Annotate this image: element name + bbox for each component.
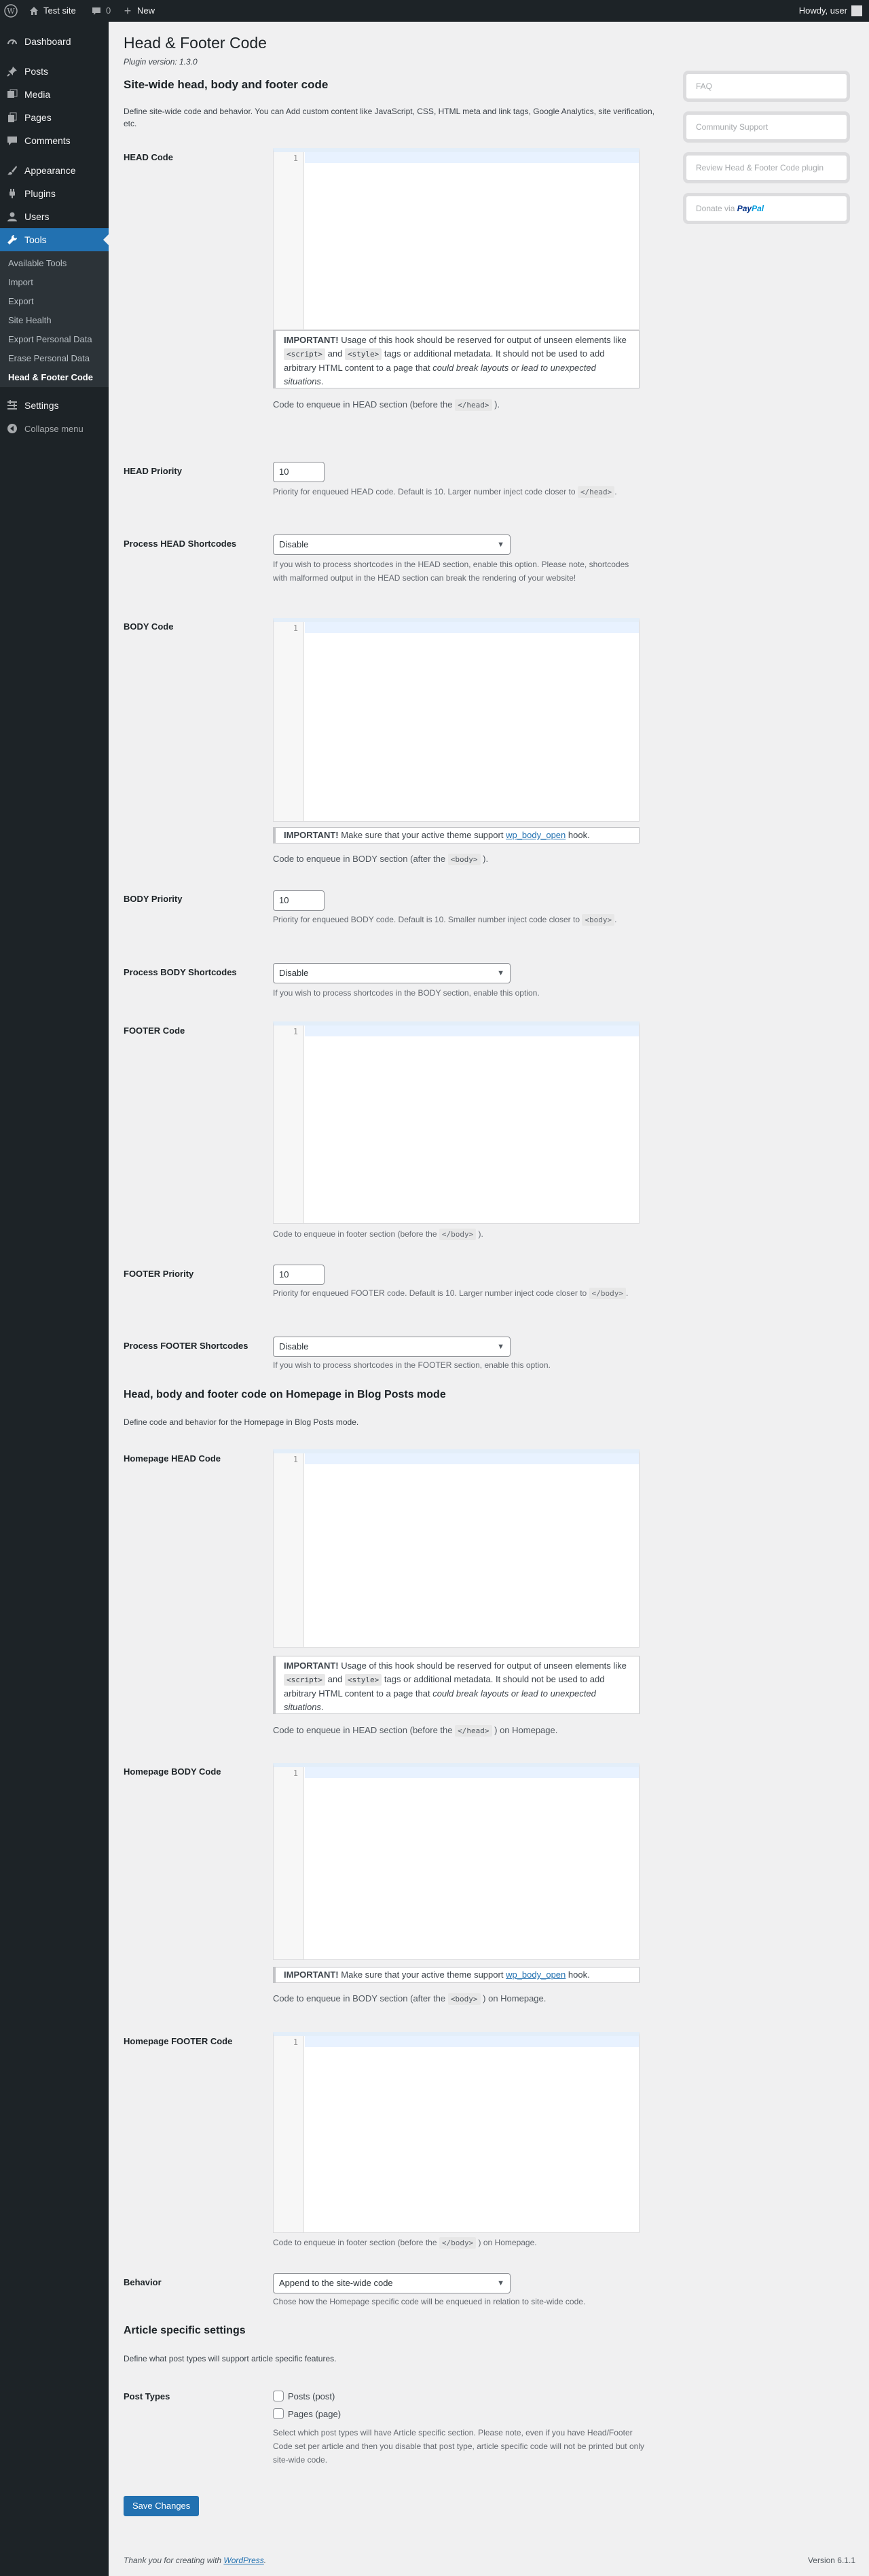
body-priority-hint: Priority for enqueued BODY code. Default is 10. Smaller number inject code closer to <body> . [273, 915, 617, 924]
active-line [305, 1026, 639, 1036]
line-gutter [274, 622, 304, 821]
footer-code-label: FOOTER Code [124, 1026, 185, 1036]
hint-code: <body> [448, 1993, 481, 2005]
head-priority-hint: Priority for enqueued HEAD code. Default is 10. Larger number inject code closer to </head> . [273, 487, 617, 496]
head-shortcodes-select[interactable] [273, 534, 511, 555]
homepage-head-important-notice [273, 1656, 640, 1714]
body-priority-input[interactable]: 10 [273, 890, 325, 911]
footer-priority-input[interactable]: 10 [273, 1265, 325, 1285]
submenu-erase-personal-data[interactable]: Erase Personal Data [8, 353, 90, 363]
wordpress-logo-icon[interactable] [4, 0, 19, 22]
line-number: 1 [293, 1768, 298, 1778]
notice-text: and [327, 348, 343, 359]
notice-text: Usage of this hook should be reserved for output of unseen elements like [341, 1661, 627, 1671]
behavior-select[interactable] [273, 2273, 511, 2293]
homepage-head-code-hint: Code to enqueue in HEAD section (before the </head> ) on Homepage. [273, 1725, 558, 1735]
head-code-hint: Code to enqueue in HEAD section (before the </head> ). [273, 399, 500, 410]
plus-icon: + [124, 4, 132, 18]
line-number: 1 [293, 1027, 298, 1036]
svg-text:W: W [7, 7, 15, 16]
dashboard-icon [0, 36, 24, 47]
submenu-site-health[interactable]: Site Health [8, 315, 52, 325]
notice-code: <style> [345, 1674, 382, 1686]
wrench-icon [0, 234, 24, 245]
notice-text: and [327, 1674, 343, 1684]
menu-users[interactable] [0, 205, 109, 228]
body-code-hint: Code to enqueue in BODY section (after the <body> ). [273, 854, 489, 864]
submenu-export[interactable]: Export [8, 296, 34, 306]
hint-code: </body> [589, 1288, 626, 1299]
select-value: Append to the site-wide code [279, 2278, 393, 2288]
community-support-link[interactable]: Community Support [683, 111, 850, 143]
post-type-pages-option[interactable] [273, 2408, 341, 2419]
line-gutter [274, 1767, 304, 1959]
head-important-notice [273, 330, 640, 388]
notice-text: Make sure that your active theme support [341, 1970, 504, 1980]
site-name-link[interactable] [29, 0, 76, 22]
footer-version: Version 6.1.1 [807, 2556, 855, 2565]
paypal-logo-pal: Pal [752, 204, 764, 213]
notice-text: Usage of this hook should be reserved for output of unseen elements like [341, 335, 627, 345]
wp-body-open-link[interactable]: wp_body_open [506, 830, 566, 840]
notice-text: hook. [568, 830, 590, 840]
chevron-down-icon: ▼ [497, 541, 504, 549]
active-line [305, 1453, 639, 1464]
notice-text: tags or additional metadata. It should not be used to add arbitrary HTML content to a page that [284, 1674, 605, 1699]
hint-code: <body> [448, 854, 481, 865]
notice-strong: IMPORTANT! [284, 830, 339, 840]
comment-icon [0, 135, 24, 146]
body-shortcodes-label: Process BODY Shortcodes [124, 967, 237, 977]
line-gutter [274, 152, 304, 329]
line-gutter [274, 1026, 304, 1223]
body-shortcodes-hint: If you wish to process shortcodes in the BODY section, enable this option. [273, 988, 540, 998]
sitewide-heading: Site-wide head, body and footer code [124, 78, 329, 91]
wp-body-open-link[interactable]: wp_body_open [506, 1970, 566, 1980]
wordpress-link[interactable]: WordPress [223, 2556, 264, 2565]
line-number: 1 [293, 1455, 298, 1464]
head-shortcodes-hint: If you wish to process shortcodes in the HEAD section, enable this option. Please note, shortcodes with malformed output in the HEAD section can break the rendering of your website! [273, 560, 629, 583]
select-value: Disable [279, 968, 309, 978]
option-label: Posts (post) [288, 2391, 335, 2401]
post-type-posts-option[interactable] [273, 2391, 335, 2401]
notice-strong: IMPORTANT! [284, 335, 339, 345]
behavior-hint: Chose how the Homepage specific code will be enqueued in relation to site-wide code. [273, 2297, 586, 2306]
hint-code: </body> [439, 1229, 476, 1240]
homepage-description: Define code and behavior for the Homepage in Blog Posts mode. [124, 1417, 359, 1427]
notice-code: <script> [284, 348, 325, 360]
notice-text: . [320, 376, 324, 386]
donate-text: Donate via [696, 204, 735, 213]
article-description: Define what post types will support article specific features. [124, 2354, 337, 2363]
notice-text: tags or additional metadata. It should not be used to add arbitrary HTML content to a page that [284, 348, 605, 373]
footer-code-editor[interactable] [273, 1021, 640, 1224]
head-priority-label: HEAD Priority [124, 466, 182, 476]
pages-checkbox[interactable] [273, 2408, 284, 2419]
homepage-body-code-editor[interactable] [273, 1763, 640, 1960]
line-number: 1 [293, 153, 298, 163]
menu-label: Plugins [24, 188, 56, 199]
settings-icon [0, 400, 24, 411]
head-code-label: HEAD Code [124, 152, 173, 162]
pin-icon [0, 66, 24, 77]
option-label: Pages (page) [288, 2408, 341, 2419]
body-code-label: BODY Code [124, 621, 174, 632]
menu-tools[interactable] [0, 228, 109, 251]
head-priority-input[interactable]: 10 [273, 462, 325, 482]
page-title: Head & Footer Code [124, 34, 267, 52]
notice-code: <style> [345, 348, 382, 360]
behavior-label: Behavior [124, 2277, 162, 2287]
article-heading: Article specific settings [124, 2325, 246, 2336]
head-code-editor[interactable] [273, 148, 640, 330]
sitewide-description: Define site-wide code and behavior. You can Add custom content like JavaScript, CSS, HTML meta and link tags, Google Analytics, site verification, etc. [124, 107, 654, 128]
pages-icon [0, 112, 24, 123]
notice-strong: IMPORTANT! [284, 1661, 339, 1671]
menu-label: Tools [24, 234, 47, 245]
post-types-label: Post Types [124, 2391, 170, 2401]
notice-emphasis: could break layouts or lead to unexpected situations [284, 363, 596, 386]
notice-code: <script> [284, 1674, 325, 1686]
homepage-head-code-editor[interactable] [273, 1449, 640, 1648]
homepage-body-code-label: Homepage BODY Code [124, 1766, 221, 1777]
select-value: Disable [279, 1341, 309, 1352]
paypal-logo-pay: Pay [737, 204, 752, 213]
plugin-version: Plugin version: 1.3.0 [124, 57, 198, 67]
hint-code: </head> [455, 399, 492, 411]
homepage-footer-code-editor[interactable] [273, 2032, 640, 2233]
submenu-import[interactable]: Import [8, 277, 33, 287]
post-types-hint: Select which post types will have Article specific section. Please note, even if you have Head/Footer Code set per article and then you disable that post type, article specific code will not be printed but only site-wide code. [273, 2428, 644, 2465]
menu-dashboard[interactable] [0, 30, 109, 53]
footer-shortcodes-select[interactable] [273, 1337, 511, 1357]
menu-label: Users [24, 211, 50, 222]
hint-code: </head> [455, 1725, 492, 1737]
active-line [305, 2036, 639, 2047]
menu-label: Dashboard [24, 36, 71, 47]
brush-icon [0, 165, 24, 176]
comment-icon [91, 5, 102, 16]
line-gutter [274, 1453, 304, 1647]
my-account-link[interactable] [799, 0, 862, 22]
body-code-editor[interactable] [273, 618, 640, 822]
menu-pages[interactable] [0, 106, 109, 129]
review-plugin-link[interactable]: Review Head & Footer Code plugin [683, 152, 850, 183]
menu-appearance[interactable] [0, 159, 109, 182]
submenu-export-personal-data[interactable]: Export Personal Data [8, 334, 92, 344]
home-icon [29, 5, 39, 16]
current-arrow-icon [103, 234, 109, 245]
menu-label: Pages [24, 112, 52, 123]
donate-paypal-link[interactable] [683, 193, 850, 224]
user-icon [0, 211, 24, 222]
comments-link[interactable] [91, 0, 111, 22]
collapse-menu-button[interactable] [0, 417, 109, 440]
posts-checkbox[interactable] [273, 2391, 284, 2401]
menu-plugins[interactable] [0, 182, 109, 205]
homepage-footer-code-label: Homepage FOOTER Code [124, 2036, 233, 2046]
plug-icon [0, 188, 24, 199]
save-changes-button[interactable]: Save Changes [124, 2496, 199, 2516]
submenu-head-footer-code[interactable]: Head & Footer Code [8, 372, 93, 382]
site-name: Test site [43, 5, 76, 16]
admin-sidebar [0, 22, 109, 2576]
notice-strong: IMPORTANT! [284, 1970, 339, 1980]
hint-code: </head> [578, 486, 614, 498]
footer-shortcodes-hint: If you wish to process shortcodes in the FOOTER section, enable this option. [273, 1360, 551, 1370]
menu-posts[interactable] [0, 60, 109, 83]
menu-label: Comments [24, 135, 71, 146]
collapse-icon [0, 423, 24, 434]
active-line [305, 1767, 639, 1778]
hint-code: <body> [582, 914, 614, 926]
line-number: 1 [293, 623, 298, 633]
notice-text: . [320, 1702, 324, 1712]
footer-priority-hint: Priority for enqueued FOOTER code. Default is 10. Larger number inject code closer to </body> . [273, 1288, 629, 1298]
submenu-available-tools[interactable]: Available Tools [8, 258, 67, 268]
main-content [109, 22, 869, 2576]
avatar [851, 5, 862, 16]
notice-emphasis: could break layouts or lead to unexpected situations [284, 1688, 596, 1712]
body-priority-label: BODY Priority [124, 894, 183, 904]
body-shortcodes-select[interactable] [273, 963, 511, 983]
homepage-body-important-notice [273, 1967, 640, 1983]
homepage-heading: Head, body and footer code on Homepage in Blog Posts mode [124, 1389, 446, 1400]
notice-text: hook. [568, 1970, 590, 1980]
footer-thanks: Thank you for creating with WordPress. [124, 2556, 267, 2565]
menu-label: Media [24, 89, 51, 100]
active-line [305, 622, 639, 633]
admin-bar [0, 0, 869, 22]
new-label: New [137, 5, 155, 16]
line-number: 1 [293, 2037, 298, 2047]
howdy-text: Howdy, user [798, 5, 847, 16]
footer-shortcodes-label: Process FOOTER Shortcodes [124, 1341, 248, 1351]
menu-label: Posts [24, 66, 49, 77]
menu-label: Appearance [24, 165, 76, 176]
notice-text: Make sure that your active theme support [341, 830, 504, 840]
select-value: Disable [279, 539, 309, 549]
homepage-body-code-hint: Code to enqueue in BODY section (after the <body> ) on Homepage. [273, 1993, 547, 2003]
chevron-down-icon: ▼ [497, 2279, 504, 2287]
menu-media[interactable] [0, 83, 109, 106]
hint-code: </body> [439, 2237, 476, 2249]
tools-submenu [0, 251, 109, 387]
menu-label: Collapse menu [24, 423, 84, 434]
comments-count: 0 [106, 5, 111, 16]
media-icon [0, 89, 24, 100]
head-shortcodes-label: Process HEAD Shortcodes [124, 539, 237, 549]
menu-settings[interactable] [0, 394, 109, 417]
chevron-down-icon: ▼ [497, 1343, 504, 1351]
menu-label: Settings [24, 400, 59, 411]
homepage-footer-code-hint: Code to enqueue in footer section (before the </body> ) on Homepage. [273, 2238, 537, 2247]
faq-link[interactable]: FAQ [683, 71, 850, 102]
line-gutter [274, 2036, 304, 2232]
chevron-down-icon: ▼ [497, 969, 504, 977]
active-line [305, 152, 639, 163]
new-content-link[interactable] [122, 0, 155, 22]
body-important-notice [273, 827, 640, 843]
footer-priority-label: FOOTER Priority [124, 1269, 194, 1279]
homepage-head-code-label: Homepage HEAD Code [124, 1453, 221, 1464]
menu-comments[interactable] [0, 129, 109, 152]
footer-code-hint: Code to enqueue in footer section (before the </body> ). [273, 1229, 483, 1239]
